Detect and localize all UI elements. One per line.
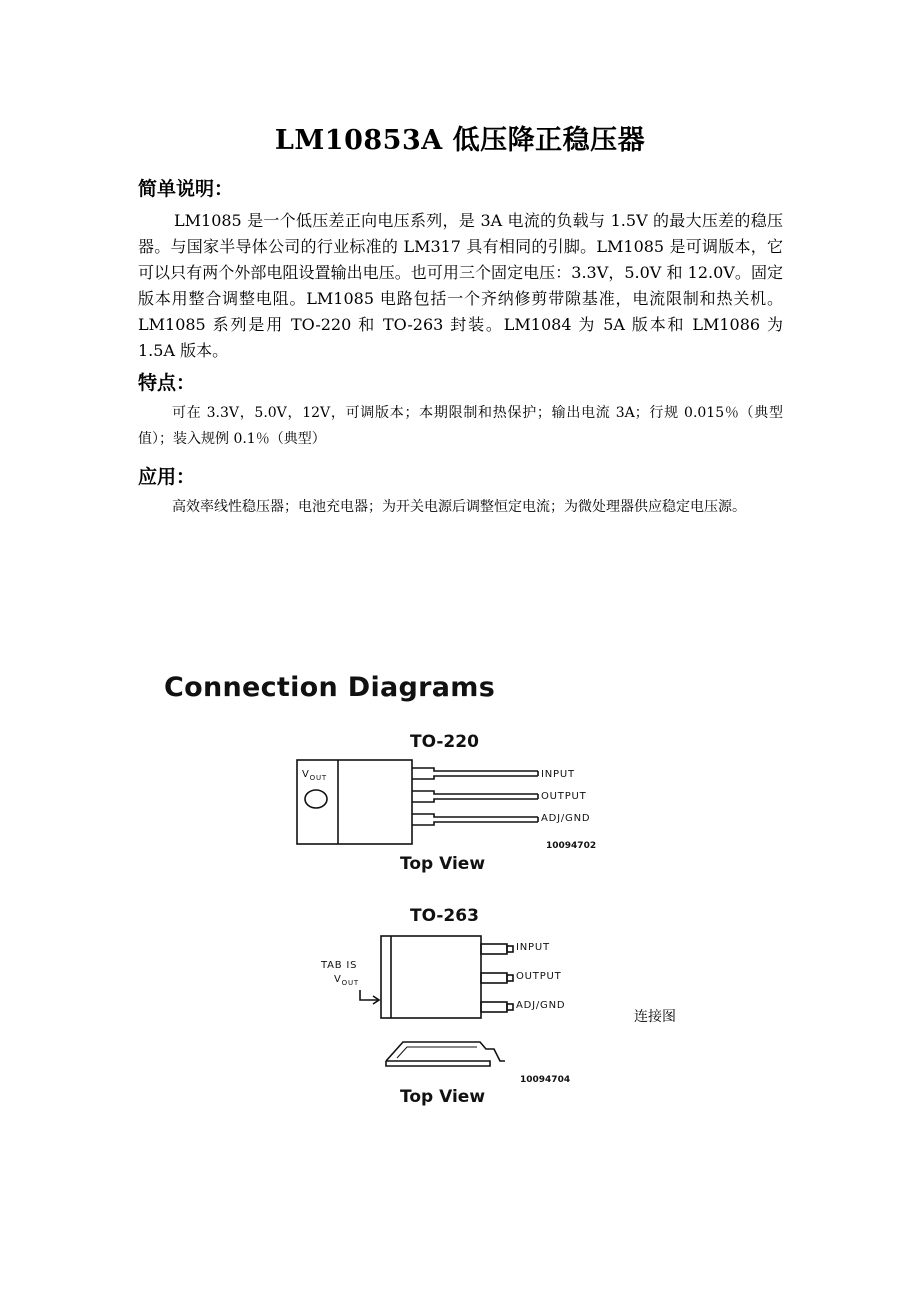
to220-pin-input — [412, 768, 538, 779]
to220-package — [297, 760, 538, 844]
to263-pin-input — [481, 944, 513, 954]
to263-pin-adj — [481, 1002, 513, 1012]
to220-mounting-hole — [305, 790, 327, 808]
features-text: 可在 3.3V，5.0V，12V，可调版本；本期限制和热保护；输出电流 3A；行规 0.015％（典型值）；装入规例 0.1％（典型） — [138, 405, 783, 447]
to220-pin-output-label: OUTPUT — [541, 791, 587, 802]
to220-pin-input-label: INPUT — [541, 769, 575, 780]
features-heading: 特点： — [138, 372, 196, 394]
page-title: LM10853A 低压降正稳压器 — [274, 125, 646, 156]
to263-tab-label: TAB IS — [321, 960, 358, 971]
to263-pin-input-label: INPUT — [516, 942, 550, 953]
to263-part-code: 10094704 — [520, 1075, 571, 1085]
description-text: LM1085 是一个低压差正向电压系列，是 3A 电流的负载与 1.5V 的最大压差的稳压器。与国家半导体公司的行业标准的 LM317 具有相同的引脚。LM1085 是可调版本，它可以只有两个外部电阻设置输出电压。也可用三个固定电压：3.3V，5.0V 和 12.0V。固定版本用整合调整电阻。LM1085 电路包括一个齐纳修剪带隙基准，电流限制和热关机。LM1085 系列是用 TO-220 和 TO-263 封装。LM1084 为 5A 版本和 LM1086 为 1.5A 版本。 — [138, 211, 783, 360]
to263-package — [360, 936, 513, 1018]
to220-vout-label: $V_{OUT}$ — [302, 769, 327, 782]
applications-text: 高效率线性稳压器；电池充电器；为开关电源后调整恒定电流；为微处理器供应稳定电压源。 — [172, 499, 746, 515]
diagram-caption: 连接图 — [634, 1009, 676, 1025]
to220-pin-adj-label: ADJ/GND — [541, 813, 591, 824]
to263-body — [381, 936, 481, 1018]
to263-side-view — [386, 1042, 505, 1066]
to263-title: TO-263 — [410, 906, 479, 926]
to220-top-view-label: Top View — [400, 854, 486, 874]
to220-title: TO-220 — [410, 732, 479, 752]
to263-pin-adj-label: ADJ/GND — [516, 1000, 566, 1011]
to263-vout-label: $V_{OUT}$ — [334, 974, 359, 987]
to263-pin-output — [481, 973, 513, 983]
to220-pin-output — [412, 791, 538, 802]
to220-part-code: 10094702 — [546, 841, 597, 851]
tab-arrow-line — [360, 990, 378, 1000]
to263-top-view-label: Top View — [400, 1087, 486, 1107]
applications-heading: 应用： — [138, 466, 196, 488]
to220-pin-adj — [412, 814, 538, 825]
description-heading: 简单说明： — [138, 178, 234, 200]
connection-diagrams-title: Connection Diagrams — [164, 672, 496, 703]
to263-pin-output-label: OUTPUT — [516, 971, 562, 982]
